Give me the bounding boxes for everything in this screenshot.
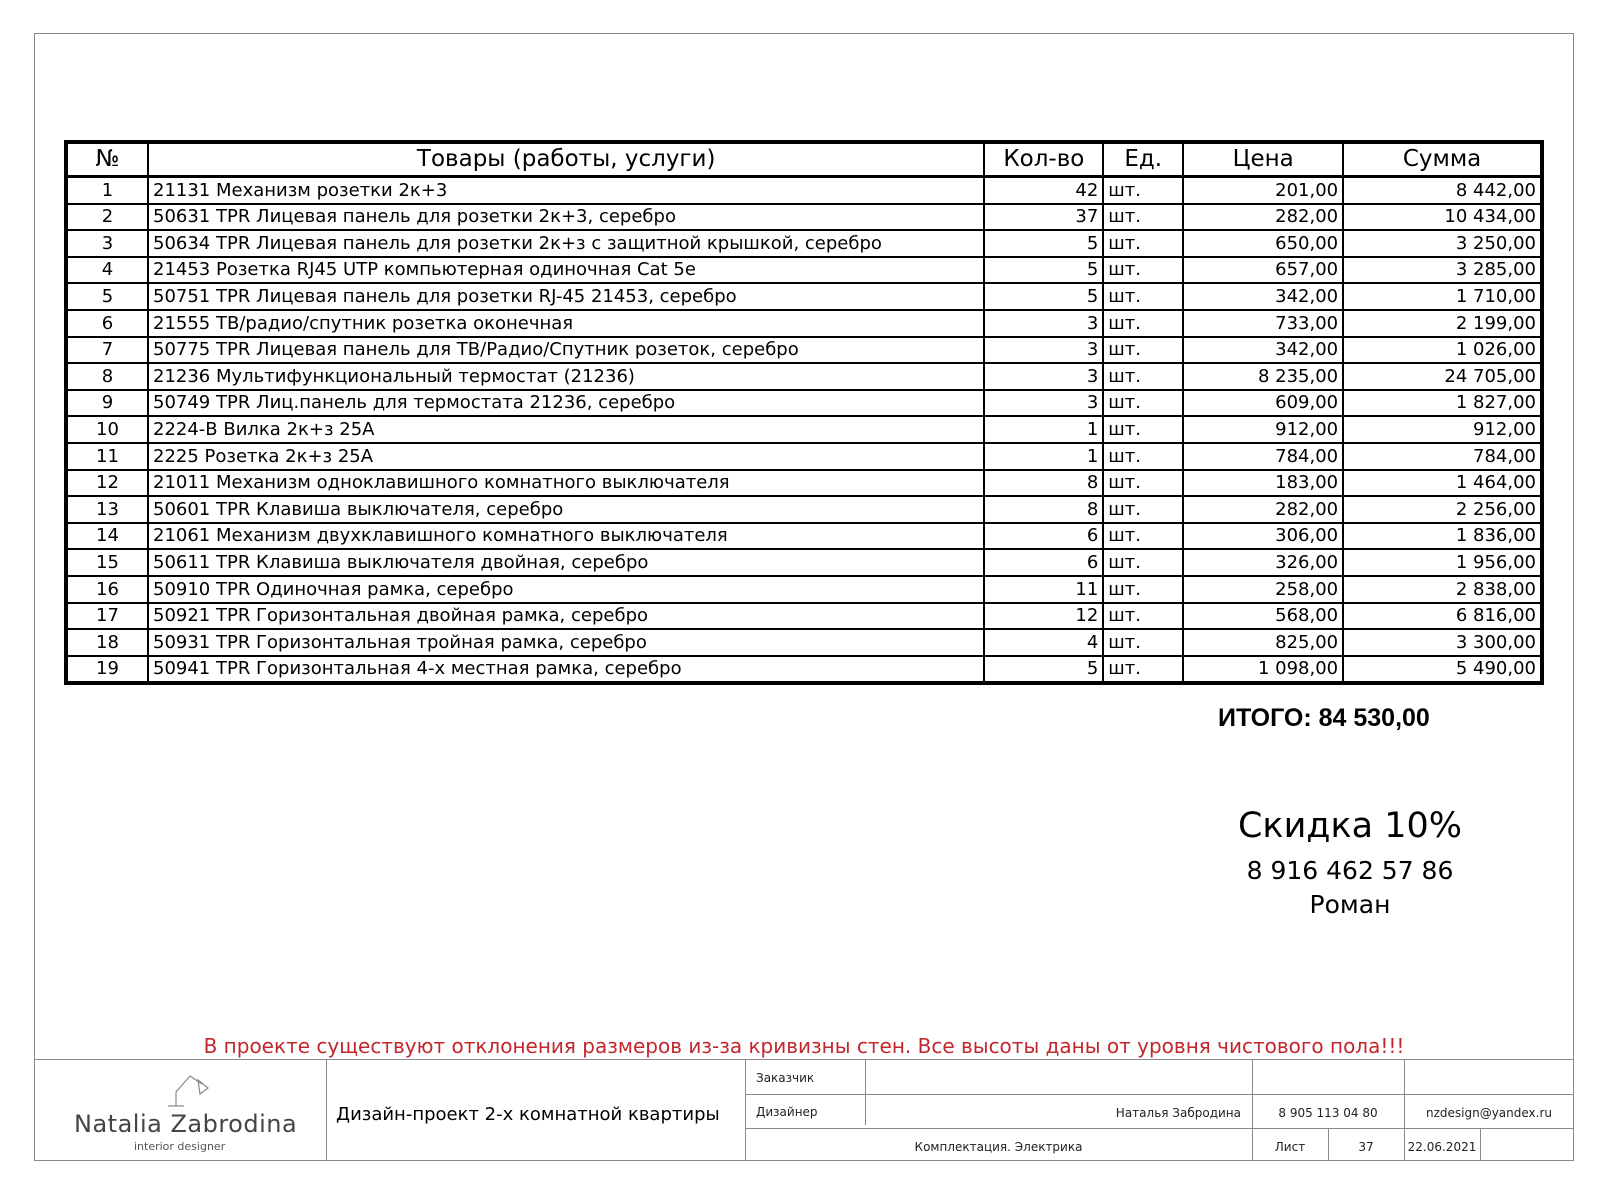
- cell-unit: шт.: [1103, 363, 1183, 390]
- contact-phone: 8 916 462 57 86: [1246, 856, 1454, 885]
- cell-price: 326,00: [1183, 549, 1343, 576]
- header-qty: Кол-во: [984, 142, 1103, 177]
- table-row: [66, 310, 1542, 337]
- cell-name: 50601 TPR Клавиша выключателя, серебро: [148, 496, 984, 523]
- table-row: [66, 363, 1542, 390]
- warning-note: В проекте существуют отклонения размеров из-за кривизны стен. Все высоты даны от уровня чистового пола!!!: [203, 1034, 1405, 1058]
- cell-unit: шт.: [1103, 629, 1183, 656]
- cell-sum: 1 836,00: [1343, 523, 1542, 550]
- lamp-icon: [162, 1066, 212, 1108]
- cell-name: 21453 Розетка RJ45 UTP компьютерная одиночная Cat 5e: [148, 257, 984, 284]
- cell-price: 282,00: [1183, 204, 1343, 231]
- table-row: [66, 204, 1542, 231]
- cell-price: 342,00: [1183, 283, 1343, 310]
- cell-sum: 24 705,00: [1343, 363, 1542, 390]
- cell-sum: 3 250,00: [1343, 230, 1542, 257]
- cell-qty: 5: [984, 230, 1103, 257]
- cell-price: 8 235,00: [1183, 363, 1343, 390]
- cell-price: 650,00: [1183, 230, 1343, 257]
- table-row: [66, 443, 1542, 470]
- items-body: [66, 177, 1542, 684]
- cell-name: 21555 ТВ/радио/спутник розетка оконечная: [148, 310, 984, 337]
- cell-sum: 2 838,00: [1343, 576, 1542, 603]
- header-name: Товары (работы, услуги): [148, 142, 984, 177]
- cell-qty: 12: [984, 603, 1103, 630]
- table-header-row: [66, 142, 1542, 177]
- cell-sum: 8 442,00: [1343, 177, 1542, 204]
- cell-num: 3: [66, 230, 148, 257]
- cell-qty: 6: [984, 549, 1103, 576]
- table-row: [66, 416, 1542, 443]
- cell-qty: 3: [984, 390, 1103, 417]
- sheet-label: Лист: [1274, 1140, 1306, 1154]
- cell-price: 258,00: [1183, 576, 1343, 603]
- cell-unit: шт.: [1103, 549, 1183, 576]
- cell-sum: 10 434,00: [1343, 204, 1542, 231]
- cell-name: 50751 TPR Лицевая панель для розетки RJ-45 21453, серебро: [148, 283, 984, 310]
- cell-qty: 1: [984, 443, 1103, 470]
- cell-num: 6: [66, 310, 148, 337]
- cell-sum: 3 300,00: [1343, 629, 1542, 656]
- cell-sum: 2 256,00: [1343, 496, 1542, 523]
- cell-num: 2: [66, 204, 148, 231]
- cell-price: 306,00: [1183, 523, 1343, 550]
- cell-num: 7: [66, 337, 148, 364]
- cell-name: 50921 TPR Горизонтальная двойная рамка, серебро: [148, 603, 984, 630]
- cell-name: 50931 TPR Горизонтальная тройная рамка, серебро: [148, 629, 984, 656]
- table-row: [66, 177, 1542, 204]
- cell-num: 12: [66, 470, 148, 497]
- customer-label: Заказчик: [756, 1071, 815, 1085]
- cell-num: 5: [66, 283, 148, 310]
- cell-qty: 6: [984, 523, 1103, 550]
- cell-qty: 3: [984, 363, 1103, 390]
- cell-sum: 5 490,00: [1343, 656, 1542, 684]
- cell-num: 14: [66, 523, 148, 550]
- items-table: [64, 140, 1544, 685]
- contact-name: Роман: [1309, 890, 1391, 919]
- cell-qty: 3: [984, 310, 1103, 337]
- cell-qty: 11: [984, 576, 1103, 603]
- cell-name: 21061 Механизм двухклавишного комнатного выключателя: [148, 523, 984, 550]
- designer-name: Наталья Забродина: [1115, 1106, 1241, 1120]
- cell-unit: шт.: [1103, 523, 1183, 550]
- cell-price: 342,00: [1183, 337, 1343, 364]
- cell-sum: 1 956,00: [1343, 549, 1542, 576]
- cell-price: 568,00: [1183, 603, 1343, 630]
- cell-unit: шт.: [1103, 443, 1183, 470]
- designer-label: Дизайнер: [756, 1105, 818, 1119]
- cell-price: 733,00: [1183, 310, 1343, 337]
- cell-name: 50631 TPR Лицевая панель для розетки 2к+3, серебро: [148, 204, 984, 231]
- cell-unit: шт.: [1103, 416, 1183, 443]
- cell-price: 183,00: [1183, 470, 1343, 497]
- table-row: [66, 523, 1542, 550]
- cell-num: 8: [66, 363, 148, 390]
- cell-num: 17: [66, 603, 148, 630]
- cell-price: 1 098,00: [1183, 656, 1343, 684]
- cell-price: 201,00: [1183, 177, 1343, 204]
- sheet-title: Комплектация. Электрика: [914, 1140, 1083, 1154]
- cell-sum: 1 710,00: [1343, 283, 1542, 310]
- cell-qty: 5: [984, 283, 1103, 310]
- project-title: Дизайн-проект 2-х комнатной квартиры: [336, 1104, 720, 1125]
- cell-unit: шт.: [1103, 656, 1183, 684]
- designer-email: nzdesign@yandex.ru: [1425, 1106, 1553, 1120]
- discount-label: Скидка 10%: [1237, 806, 1463, 846]
- cell-unit: шт.: [1103, 310, 1183, 337]
- cell-qty: 42: [984, 177, 1103, 204]
- cell-qty: 3: [984, 337, 1103, 364]
- table-row: [66, 549, 1542, 576]
- cell-name: 21236 Мультифункциональный термостат (21236): [148, 363, 984, 390]
- cell-num: 11: [66, 443, 148, 470]
- cell-unit: шт.: [1103, 576, 1183, 603]
- cell-name: 50634 TPR Лицевая панель для розетки 2к+з с защитной крышкой, серебро: [148, 230, 984, 257]
- cell-name: 50775 TPR Лицевая панель для ТВ/Радио/Спутник розеток, серебро: [148, 337, 984, 364]
- cell-num: 15: [66, 549, 148, 576]
- cell-name: 50941 TPR Горизонтальная 4-х местная рамка, серебро: [148, 656, 984, 684]
- cell-num: 19: [96, 658, 119, 680]
- logo-name: Natalia Zabrodina: [74, 1110, 298, 1138]
- header-price: Цена: [1183, 142, 1343, 177]
- cell-name: 50910 TPR Одиночная рамка, серебро: [148, 576, 984, 603]
- cell-unit: шт.: [1103, 603, 1183, 630]
- cell-qty: 4: [984, 629, 1103, 656]
- table-row: [66, 496, 1542, 523]
- table-row: [66, 629, 1542, 656]
- cell-sum: 6 816,00: [1343, 603, 1542, 630]
- header-unit: Ед.: [1103, 142, 1183, 177]
- cell-price: 825,00: [1183, 629, 1343, 656]
- cell-sum: 3 285,00: [1343, 257, 1542, 284]
- cell-num: 9: [66, 390, 148, 417]
- cell-name: 21131 Механизм розетки 2к+3: [148, 177, 984, 204]
- cell-unit: шт.: [1103, 390, 1183, 417]
- cell-qty: 8: [984, 470, 1103, 497]
- cell-name: 50611 TPR Клавиша выключателя двойная, серебро: [148, 549, 984, 576]
- cell-num: 13: [66, 496, 148, 523]
- cell-sum: 1 464,00: [1343, 470, 1542, 497]
- cell-unit: шт.: [1103, 177, 1183, 204]
- designer-phone: 8 905 113 04 80: [1278, 1106, 1378, 1120]
- cell-qty: 5: [984, 257, 1103, 284]
- sheet-number: 37: [1358, 1140, 1374, 1154]
- logo-subtitle: interior designer: [134, 1140, 226, 1153]
- table-row: [66, 257, 1542, 284]
- cell-qty: 8: [984, 496, 1103, 523]
- cell-price: 912,00: [1183, 416, 1343, 443]
- cell-qty: 37: [984, 204, 1103, 231]
- table-row: [66, 230, 1542, 257]
- cell-sum: 2 199,00: [1343, 310, 1542, 337]
- cell-num: 4: [66, 257, 148, 284]
- cell-qty: 1: [984, 416, 1103, 443]
- title-block: [34, 1059, 1574, 1161]
- cell-unit: шт.: [1103, 470, 1183, 497]
- header-num: №: [66, 142, 148, 177]
- cell-num: 18: [66, 629, 148, 656]
- cell-price: 282,00: [1183, 496, 1343, 523]
- cell-unit: шт.: [1103, 257, 1183, 284]
- table-row: [66, 656, 1542, 684]
- cell-num: 16: [66, 576, 148, 603]
- cell-name: 21011 Механизм одноклавишного комнатного выключателя: [148, 470, 984, 497]
- cell-price: 784,00: [1183, 443, 1343, 470]
- table-row: [66, 470, 1542, 497]
- cell-unit: шт.: [1103, 230, 1183, 257]
- cell-num: 1: [66, 177, 148, 204]
- cell-price: 657,00: [1183, 257, 1343, 284]
- table-row: [66, 337, 1542, 364]
- cell-unit: шт.: [1103, 283, 1183, 310]
- cell-num: 10: [66, 416, 148, 443]
- cell-name: 2224-В Вилка 2к+з 25А: [148, 416, 984, 443]
- table-row: [66, 603, 1542, 630]
- table-row: [66, 283, 1542, 310]
- cell-unit: шт.: [1103, 204, 1183, 231]
- total-amount: ИТОГО: 84 530,00: [1218, 704, 1430, 732]
- cell-name: 2225 Розетка 2к+з 25А: [148, 443, 984, 470]
- cell-sum: 1 026,00: [1343, 337, 1542, 364]
- table-row: [66, 390, 1542, 417]
- cell-name: 50749 TPR Лиц.панель для термостата 21236, серебро: [148, 390, 984, 417]
- designer-logo: [34, 1060, 326, 1162]
- header-sum: Сумма: [1343, 142, 1542, 177]
- sheet-date: 22.06.2021: [1407, 1140, 1477, 1154]
- cell-sum: 912,00: [1343, 416, 1542, 443]
- table-row: [66, 576, 1542, 603]
- cell-sum: 1 827,00: [1343, 390, 1542, 417]
- cell-unit: шт.: [1103, 496, 1183, 523]
- cell-unit: шт.: [1103, 337, 1183, 364]
- cell-qty: 5: [984, 656, 1103, 684]
- cell-sum: 784,00: [1343, 443, 1542, 470]
- cell-price: 609,00: [1183, 390, 1343, 417]
